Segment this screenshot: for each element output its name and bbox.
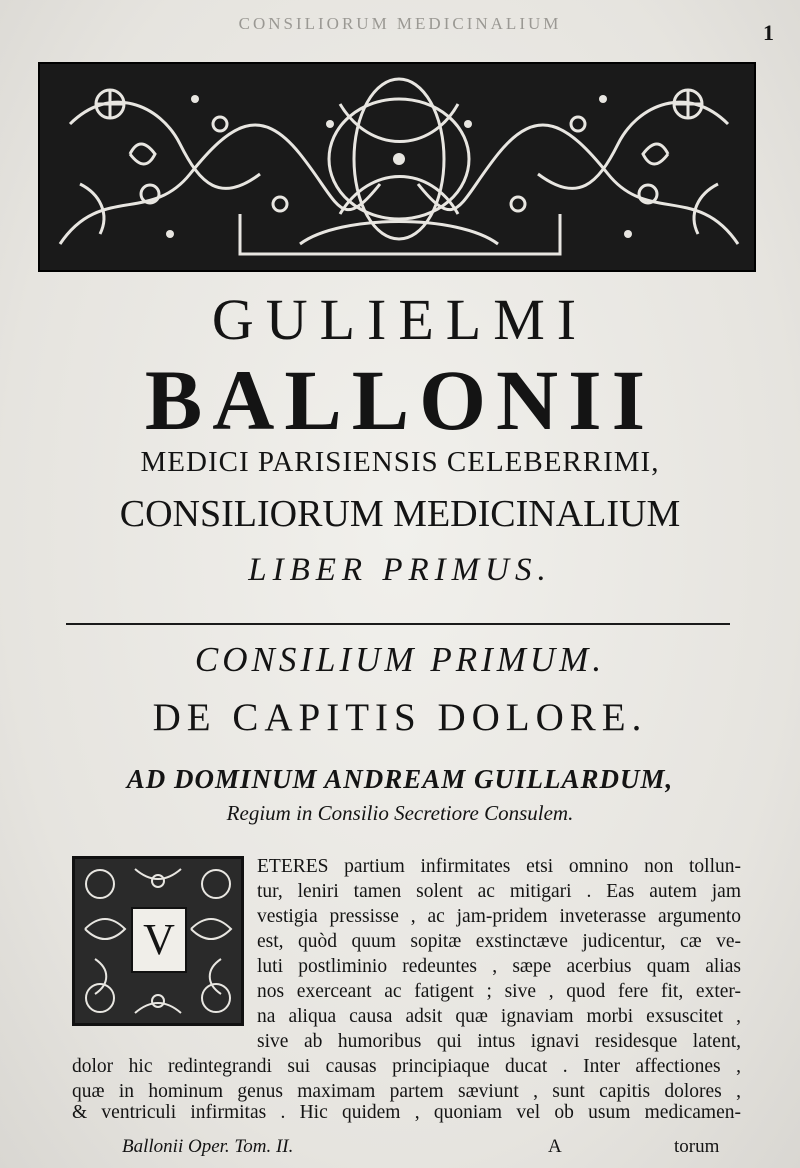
headpiece-ornament [38, 62, 756, 272]
text-line: vestigia pressisse , ac jam-pridem inveterasse argumento [257, 906, 741, 927]
catchword: torum [674, 1136, 720, 1157]
text-line: nos exerceant ac fatigent ; sive , quod fere fit, exter- [257, 981, 741, 1002]
gathering-mark: A [548, 1136, 562, 1157]
text-line: luti postliminio redeuntes , sæpe acerbius quam alias [257, 956, 741, 977]
author-surname: BALLONII [144, 352, 656, 448]
author-descriptor: MEDICI PARISIENSIS CELEBERRIMI, [140, 446, 660, 478]
section-heading: CONSILIUM PRIMUM. [194, 640, 606, 679]
work-title: CONSILIORUM MEDICINALIUM [119, 493, 681, 535]
text-line: dolor hic redintegrandi sui causas principiaque ducat . Inter affectiones , [72, 1056, 741, 1077]
addressee: AD DOMINUM ANDREAM GUILLARDUM, [126, 764, 674, 794]
text-line: & ventriculi infirmitas . Hic quidem , quoniam vel ob usum medicamen- [72, 1102, 741, 1123]
decorated-initial [72, 856, 244, 1026]
signature-line [0, 1136, 800, 1166]
author-first-name: GULIELMI [211, 287, 589, 352]
text-line: sive ab humoribus qui intus ignavi residesque latent, [257, 1031, 741, 1052]
divider-rule [66, 623, 730, 625]
text-line: na aliqua causa adsit quæ ignaviam morbi exsuscitet , [257, 1006, 741, 1027]
addressee-title: Regium in Consilio Secretiore Consulem. [226, 801, 574, 825]
text-line: ETERES partium infirmitates etsi omnino non tollun- [257, 856, 741, 877]
page-number: 1 [763, 20, 774, 45]
signature-mark: Ballonii Oper. Tom. II. [122, 1136, 294, 1157]
section-subject: DE CAPITIS DOLORE. [152, 696, 648, 739]
running-head: CONSILIORUM MEDICINALIUM [238, 14, 562, 33]
book-title: LIBER PRIMUS. [248, 552, 552, 588]
text-line: est, quòd quum sopitæ exstinctæve judicentur, cæ ve- [257, 931, 741, 952]
initial-letter: V [131, 907, 187, 973]
text-line: quæ in hominum genus maximam partem sæviunt , sunt capitis dolores , [72, 1081, 741, 1102]
text-line: tur, leniri tamen solent ac mitigari . Eas autem jam [257, 881, 741, 902]
